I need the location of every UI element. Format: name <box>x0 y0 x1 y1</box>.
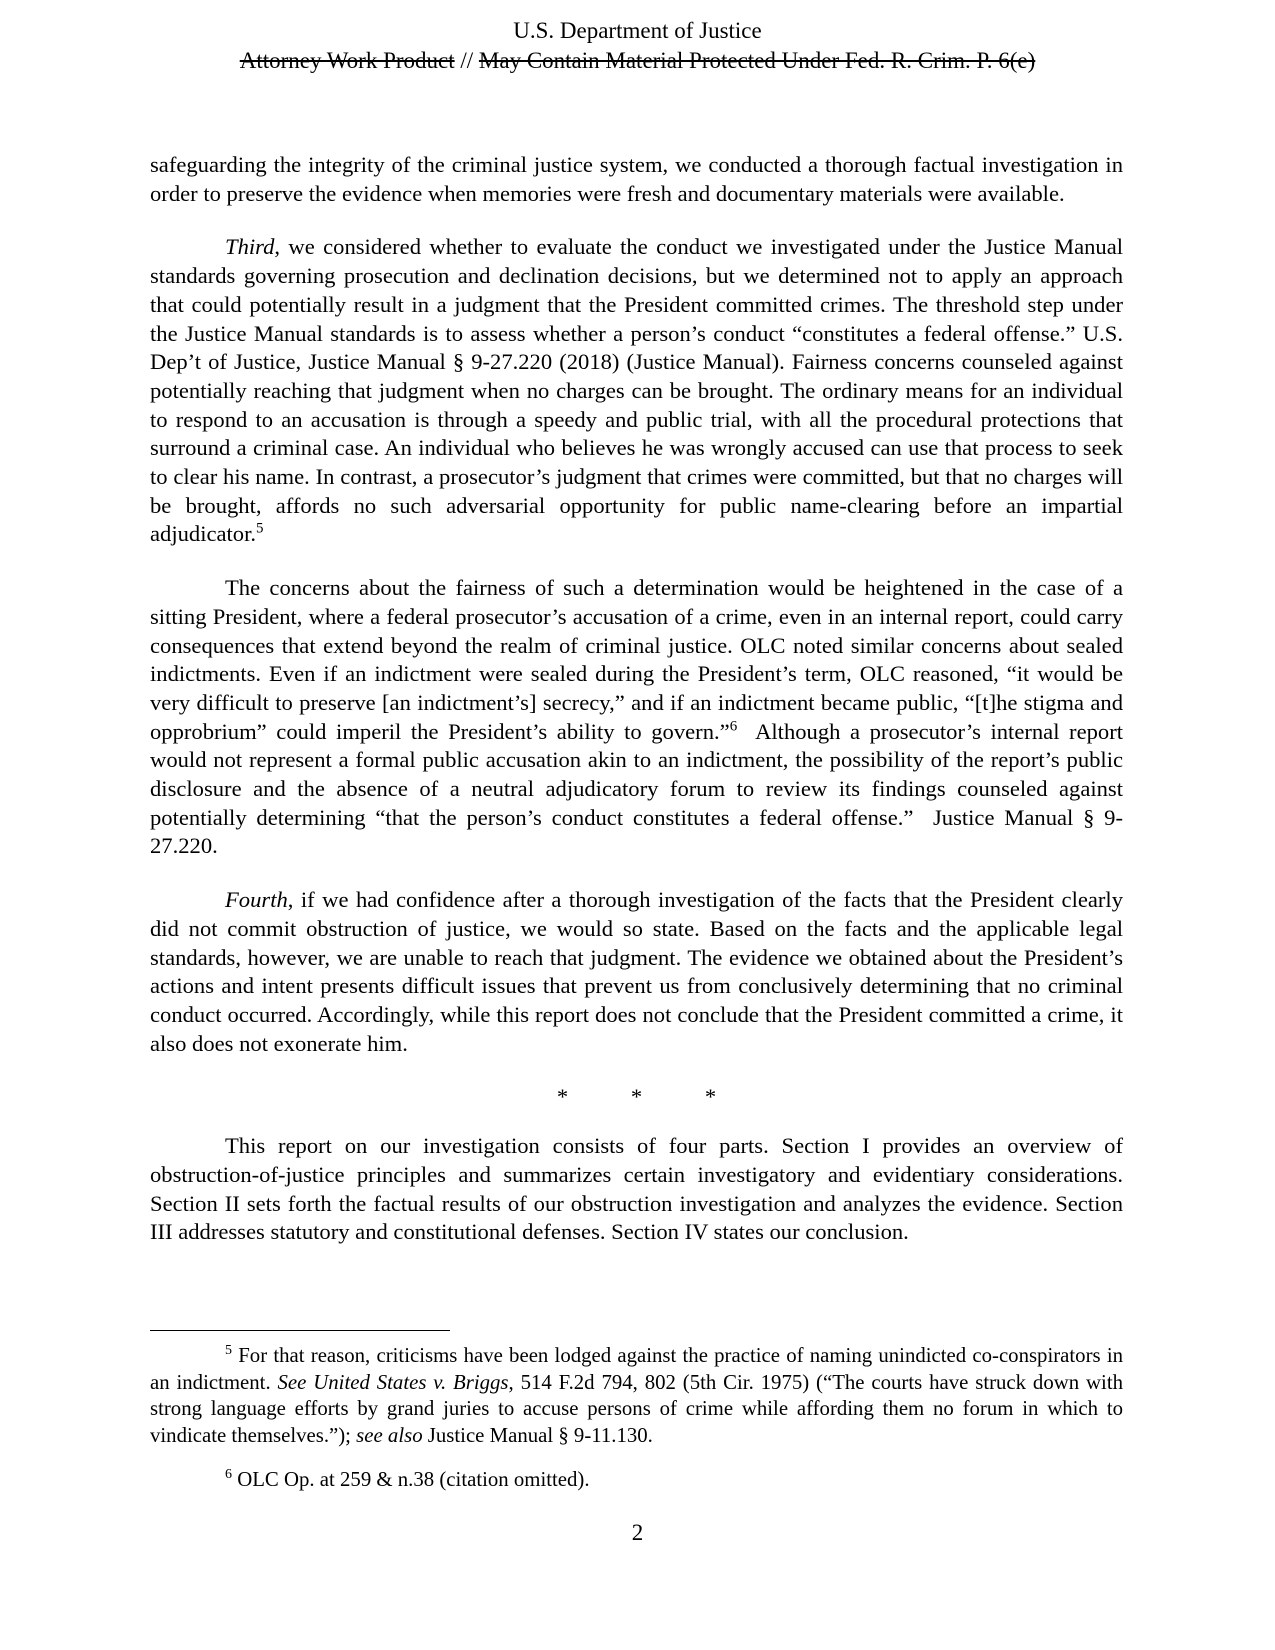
marking-separator: // <box>454 48 479 73</box>
footnote-number-5: 5 <box>225 1343 232 1359</box>
footnote-number-6: 6 <box>225 1467 232 1483</box>
paragraph-third-text: , we considered whether to evaluate the conduct we investigated under the Justice Manual standards governing prosecution and declination decisions, but we determined not to apply an approach that could potentially result in a judgment that the President committed crimes. The threshold step under the Justice Manual standards is to assess whether a person’s conduct “constitutes a federal offense.” U.S. Dep’t of Justice, Justice Manual § 9-27.220 (2018) (Justice Manual). Fairness concerns counseled against potentially reaching that judgment when no charges can be brought. The ordinary means for an individual to respond to an accusation is through a speedy and public trial, with all the procedural protections that surround a criminal case. An individual who believes he was wrongly accused can use that process to seek to clear his name. In contrast, a prosecutor’s judgment that crimes were committed, but that no charges will be brought, affords no such adversarial opportunity for public name-clearing before an impartial adjudicator. <box>150 234 1123 547</box>
classification-marking <box>0 46 1275 76</box>
marking-grand-jury: May Contain Material Protected Under Fed. R. Crim. P. 6(e) <box>478 48 1036 73</box>
paragraph-third <box>150 233 1123 549</box>
footnote-5-text-b: , 514 F.2d 794, 802 (5th Cir. 1975) (“The courts have struck down with strong language efforts by grand juries to accuse persons of crime while affording them no forum in which to vindicate themselves.”); <box>150 1370 1123 1447</box>
page-header <box>0 16 1275 76</box>
paragraph-report-overview: This report on our investigation consists of four parts. Section I provides an overview of obstruction-of-justice principles and summarizes certain investigatory and evidentiary considerations. Section II sets forth the factual results of our obstruction investigation and analyzes the evidence. Section III addresses statutory and constitutional defenses. Section IV states our conclusion. <box>150 1133 1123 1245</box>
paragraph-continuation: safeguarding the integrity of the criminal justice system, we conducted a thorough factual investigation in order to preserve the evidence when memories were fresh and documentary materials were available. <box>150 152 1123 206</box>
footnote-ref-5[interactable]: 5 <box>256 520 264 537</box>
marking-work-product: Attorney Work Product <box>239 48 455 73</box>
paragraph-sitting-president-text-b: Although a prosecutor’s internal report would not represent a formal public accusation akin to an indictment, the possibility of the report’s public disclosure and the absence of a neutral adjudicatory forum to review its findings counseled against potentially determining “that the person’s conduct constitutes a federal offense.” Justice Manual § 9-27.220. <box>150 718 1129 859</box>
footnote-5 <box>150 1343 1123 1449</box>
asterisk: * <box>556 1084 569 1110</box>
paragraph-fourth <box>150 886 1123 1058</box>
section-break <box>150 1083 1123 1112</box>
footnote-ref-6[interactable]: 6 <box>729 718 738 735</box>
footnote-6 <box>150 1467 1123 1494</box>
footnote-divider <box>150 1330 450 1331</box>
footnote-6-text: OLC Op. at 259 & n.38 (citation omitted). <box>232 1468 590 1491</box>
body-text <box>150 151 1129 1272</box>
asterisk: * <box>630 1084 643 1110</box>
asterisk: * <box>704 1084 717 1110</box>
paragraph-fourth-text: , if we had confidence after a thorough investigation of the facts that the President clearly did not commit obstruction of justice, we would so state. Based on the facts and the applicable legal standards, however, we are unable to reach that judgment. The evidence we obtained about the President’s actions and intent presents difficult issues that prevent us from conclusively determining that no criminal conduct occurred. Accordingly, while this report does not conclude that the President committed a crime, it also does not exonerate him. <box>150 887 1123 1056</box>
agency-name: U.S. Department of Justice <box>513 18 762 43</box>
footnote-5-case-cite: See United States v. Briggs <box>277 1370 509 1394</box>
footnote-5-text-c: Justice Manual § 9-11.130. <box>422 1423 653 1447</box>
page-number: 2 <box>631 1520 644 1545</box>
paragraph-lead-third: Third <box>225 234 275 260</box>
footnotes <box>150 1343 1123 1512</box>
paragraph-sitting-president-text-a: The concerns about the fairness of such a determination would be heightened in the case of a sitting President, where a federal prosecutor’s accusation of a crime, even in an internal report, could carry consequences that extend beyond the realm of criminal justice. OLC noted similar concerns about sealed indictments. Even if an indictment were sealed during the President’s term, OLC reasoned, “it would be very difficult to preserve [an indictment’s] secrecy,” and if an indictment became public, “[t]he stigma and opprobrium” could imperil the President’s ability to govern.” <box>150 575 1123 744</box>
paragraph-sitting-president <box>150 574 1129 861</box>
paragraph-lead-fourth: Fourth <box>225 887 288 913</box>
footnote-5-see-also: see also <box>356 1423 423 1447</box>
footnote-5-text-a: For that reason, criticisms have been lodged against the practice of naming unindicted co-conspirators in an indictment. <box>150 1344 1123 1394</box>
